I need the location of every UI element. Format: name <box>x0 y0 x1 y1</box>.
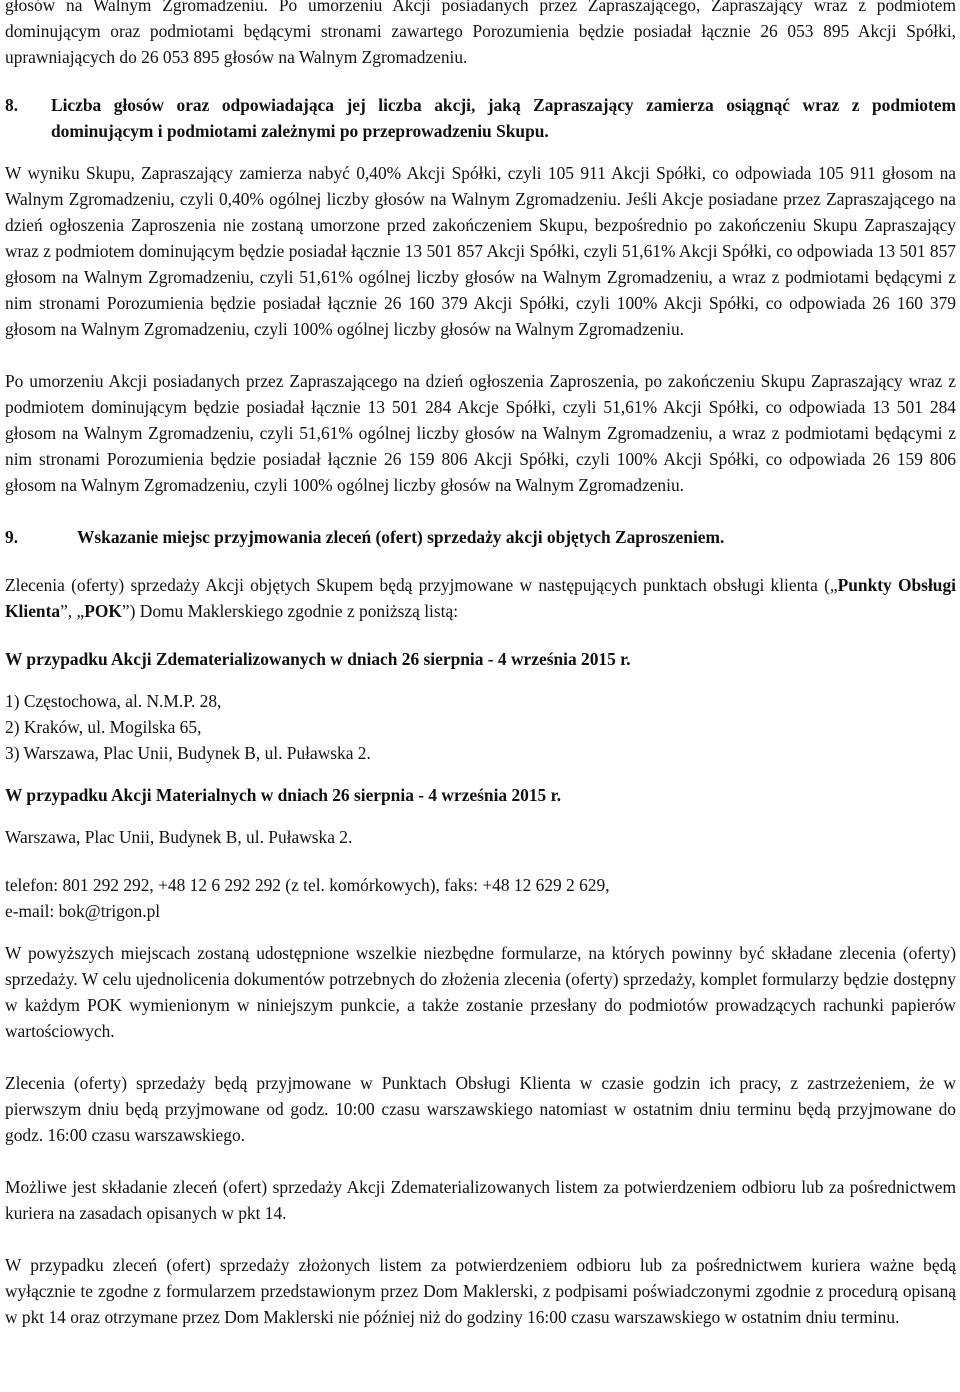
intro-paragraph: głosów na Walnym Zgromadzeniu. Po umorzeniu Akcji posiadanych przez Zapraszającego, Zapraszający wraz z podmiotem dominującym oraz podmiotami będącymi stronami zawartego Porozumienia będzie posiadał łącznie 26 053 895 Akcji Spółki, uprawniających do 26 053 895 głosów na Walnym Zgromadzeniu. <box>5 0 956 67</box>
intro-text-before: Zlecenia (oferty) sprzedaży Akcji objętych Skupem będą przyjmowane w następujących punktach obsługi klienta („ <box>5 575 838 595</box>
section-9-heading <box>5 524 956 550</box>
material-location: Warszawa, Plac Unii, Budynek B, ul. Puławska 2. <box>5 827 353 847</box>
location-item: 2) Kraków, ul. Mogilska 65, <box>5 717 202 737</box>
intro-text-mid: ”, „ <box>60 601 85 621</box>
section-9-number: 9. <box>5 527 19 547</box>
material-heading: W przypadku Akcji Materialnych w dniach 26 sierpnia - 4 września 2015 r. <box>5 785 562 805</box>
section-9-title: Wskazanie miejsc przyjmowania zleceń (ofert) sprzedaży akcji objętych Zaproszeniem. <box>77 527 725 547</box>
paragraph-mail: Możliwe jest składanie zleceń (ofert) sprzedaży Akcji Zdematerializowanych listem za potwierdzeniem odbioru lub za pośrednictwem kuriera na zasadach opisanych w pkt 14. <box>5 1177 956 1223</box>
contact-phone: telefon: 801 292 292, +48 12 6 292 292 (z tel. komórkowych), faks: +48 12 629 2 629, <box>5 875 610 895</box>
intro-bold-pok-full: Punkty Obsługi Klienta <box>5 575 956 621</box>
location-item: 3) Warszawa, Plac Unii, Budynek B, ul. Puławska 2. <box>5 743 371 763</box>
dematerialized-location-list <box>5 688 956 766</box>
section-8-number: 8. <box>5 95 19 115</box>
section-9-intro <box>5 572 956 624</box>
paragraph-validity: W przypadku zleceń (ofert) sprzedaży złożonych listem za potwierdzeniem odbioru lub za pośrednictwem kuriera ważne będą wyłącznie te zgodne z formularzem przedstawionym przez Dom Maklerski, z podpisami poświadczonymi zgodnie z procedurą opisaną w pkt 14 oraz otrzymane przez Dom Maklerski nie później niż do godziny 16:00 czasu warszawskiego w ostatnim dniu terminu. <box>5 1255 956 1327</box>
section-8-paragraph-1: W wyniku Skupu, Zapraszający zamierza nabyć 0,40% Akcji Spółki, czyli 105 911 Akcji Spółki, co odpowiada 105 911 głosom na Walnym Zgromadzeniu, czyli 0,40% ogólnej liczby głosów na Walnym Zgromadzeniu. Jeśli Akcje posiadane przez Zapraszającego na dzień ogłoszenia Zaproszenia nie zostaną umorzone przed zakończeniem Skupu, bezpośrednio po zakończeniu Skupu Zapraszający wraz z podmiotem dominującym będzie posiadał łącznie 13 501 857 Akcji Spółki, czyli 51,61% Akcji Spółki, co odpowiada 13 501 857 głosom na Walnym Zgromadzeniu, czyli 51,61% ogólnej liczby głosów na Walnym Zgromadzeniu, a wraz z podmiotami będącymi z nim stronami Porozumienia będzie posiadał łącznie 26 160 379 Akcji Spółki, czyli 100% Akcji Spółki, co odpowiada 26 160 379 głosom na Walnym Zgromadzeniu, czyli 100% ogólnej liczby głosów na Walnym Zgromadzeniu. <box>5 163 956 339</box>
location-item: 1) Częstochowa, al. N.M.P. 28, <box>5 691 222 711</box>
dematerialized-heading: W przypadku Akcji Zdematerializowanych w dniach 26 sierpnia - 4 września 2015 r. <box>5 649 631 669</box>
contact-block <box>5 872 956 924</box>
paragraph-forms: W powyższych miejscach zostaną udostępnione wszelkie niezbędne formularze, na których powinny być składane zlecenia (oferty) sprzedaży. W celu ujednolicenia dokumentów potrzebnych do złożenia zlecenia (oferty) sprzedaży, komplet formularzy będzie dostępny w każdym POK wymienionym w niniejszym punkcie, a także zostanie przesłany do podmiotów prowadzących rachunki papierów wartościowych. <box>5 943 956 1041</box>
intro-text-after: ”) Domu Maklerskiego zgodnie z poniższą listą: <box>121 601 459 621</box>
section-8-paragraph-2: Po umorzeniu Akcji posiadanych przez Zapraszającego na dzień ogłoszenia Zaproszenia, po zakończeniu Skupu Zapraszający wraz z podmiotem dominującym będzie posiadał łącznie 13 501 284 Akcje Spółki, czyli 51,61% Akcji Spółki, co odpowiada 13 501 284 głosom na Walnym Zgromadzeniu, czyli 51,61% ogólnej liczby głosów na Walnym Zgromadzeniu, a wraz z podmiotami będącymi z nim stronami Porozumienia będzie posiadał łącznie 26 159 806 Akcji Spółki, czyli 100% Akcji Spółki, co odpowiada 26 159 806 głosom na Walnym Zgromadzeniu, czyli 100% ogólnej liczby głosów na Walnym Zgromadzeniu. <box>5 371 956 495</box>
section-8-heading <box>5 92 956 144</box>
document-page <box>5 0 956 1330</box>
contact-email[interactable]: e-mail: bok@trigon.pl <box>5 901 161 921</box>
section-8-title: Liczba głosów oraz odpowiadająca jej liczba akcji, jaką Zapraszający zamierza osiągnąć wraz z podmiotem dominującym i podmiotami zależnymi po przeprowadzeniu Skupu. <box>51 95 956 141</box>
paragraph-hours: Zlecenia (oferty) sprzedaży będą przyjmowane w Punktach Obsługi Klienta w czasie godzin ich pracy, z zastrzeżeniem, że w pierwszym dniu będą przyjmowane od godz. 10:00 czasu warszawskiego natomiast w ostatnim dniu terminu będą przyjmowane do godz. 16:00 czasu warszawskiego. <box>5 1073 956 1145</box>
intro-bold-pok: POK <box>84 601 122 621</box>
